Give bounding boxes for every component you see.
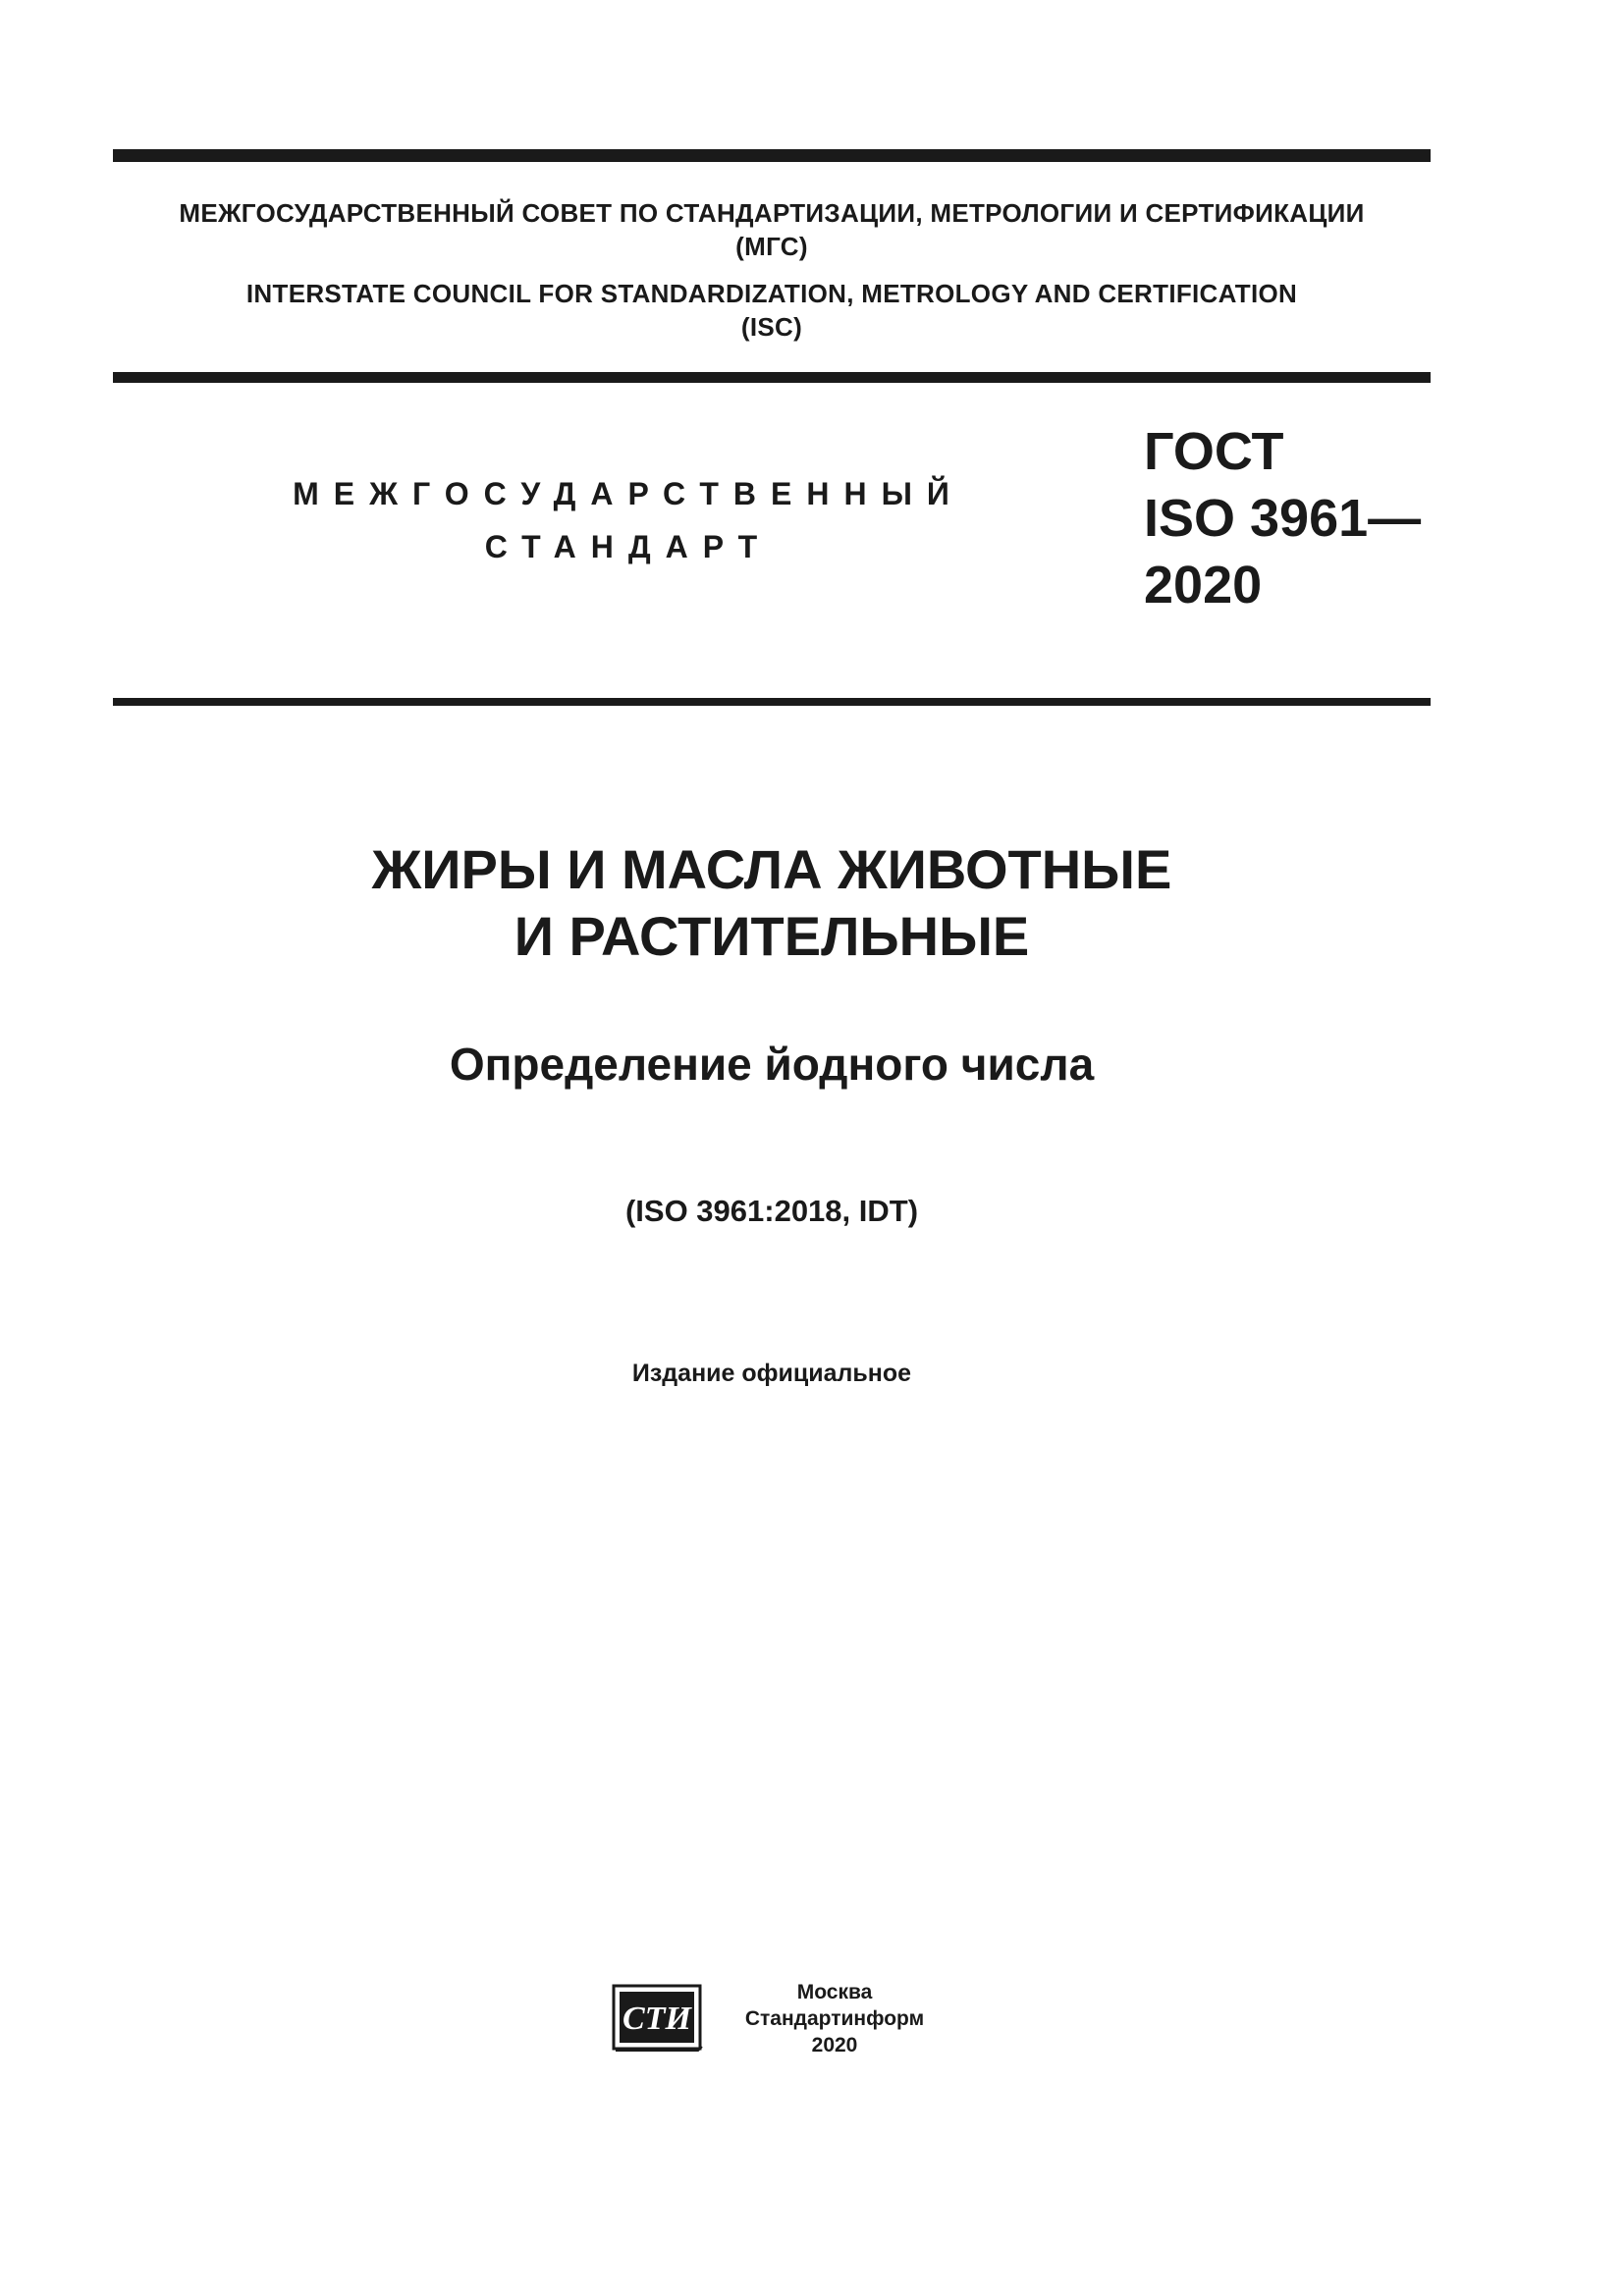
publisher-name: Стандартинформ [744,2007,925,2030]
document-title-line2: И РАСТИТЕЛЬНЫЕ [514,905,1030,967]
standard-kind-line1: МЕЖГОСУДАРСТВЕННЫЙ [293,476,964,511]
lower-rule [113,698,1431,706]
council-abbr-ru: (МГС) [735,232,808,261]
council-header [113,196,1431,344]
standard-number-line3: 2020 [1144,556,1263,614]
document-title [113,836,1431,970]
iso-reference: (ISO 3961:2018, IDT) [624,1194,919,1228]
top-rule [113,149,1431,162]
publisher-year: 2020 [811,2034,858,2056]
council-name-en: INTERSTATE COUNCIL FOR STANDARDIZATION, METROLOGY AND CERTIFICATION [245,279,1298,308]
document-subtitle: Определение йодного числа [449,1039,1095,1090]
logo-lettering: СТИ [623,2001,691,2037]
standard-kind [285,467,972,573]
edition-note: Издание официальное [631,1360,912,1387]
publisher-imprint [722,1979,947,2058]
council-name-ru: МЕЖГОСУДАРСТВЕННЫЙ СОВЕТ ПО СТАНДАРТИЗАЦИИ, МЕТРОЛОГИИ И СЕРТИФИКАЦИИ [179,198,1365,228]
council-abbr-en: (ISC) [740,312,803,342]
standard-number-line1: ГОСТ [1144,422,1284,481]
standard-number-line2: ISO 3961— [1144,489,1422,548]
document-title-line1: ЖИРЫ И МАСЛА ЖИВОТНЫЕ [371,838,1172,900]
standard-number [1144,418,1421,618]
standartinform-logo [612,1982,705,2053]
publisher-city: Москва [796,1981,873,2003]
middle-rule [113,372,1431,383]
standard-kind-line2: СТАНДАРТ [484,529,773,564]
